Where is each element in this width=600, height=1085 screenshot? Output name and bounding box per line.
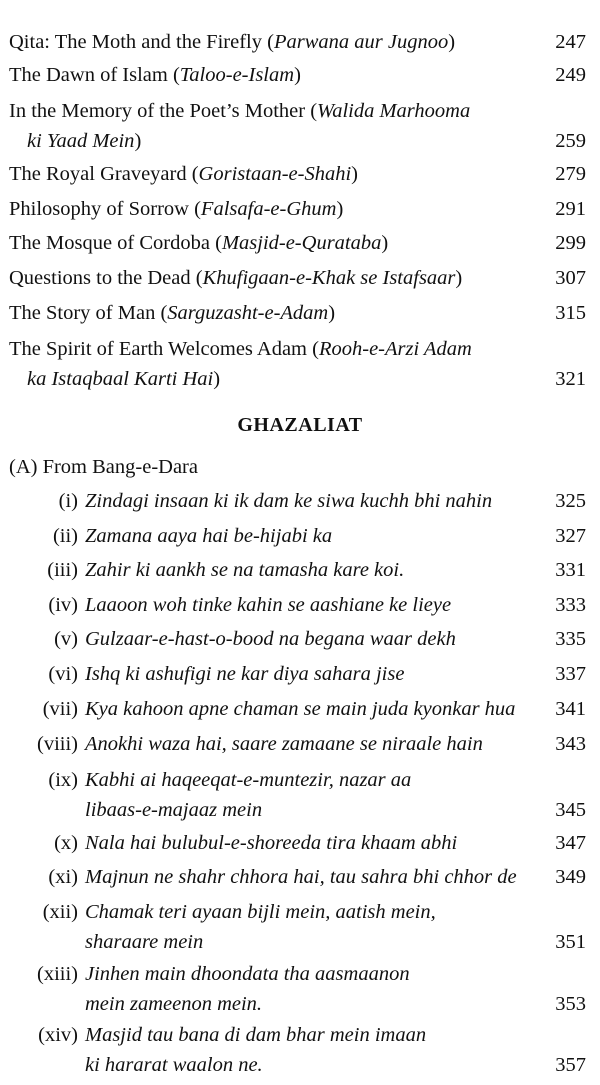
ghazal-page-number: 335 xyxy=(555,628,586,650)
entry-title: In the Memory of the Poet’s Mother (Walida Marhooma xyxy=(9,100,471,122)
entry-title: The Mosque of Cordoba (Masjid-e-Qurataba) xyxy=(9,232,389,254)
entry-title: Philosophy of Sorrow (Falsafa-e-Ghum) xyxy=(9,198,344,220)
entry-page-number: 259 xyxy=(555,130,586,152)
ghazal-number: (ii) xyxy=(52,525,78,547)
ghazal-page-number: 347 xyxy=(555,832,586,854)
ghazal-title: Majnun ne shahr chhora hai, tau sahra bhi chhor de xyxy=(85,866,517,888)
ghazal-page-number: 349 xyxy=(555,866,586,888)
ghazal-number: (xiv) xyxy=(38,1024,78,1046)
ghazal-page-number: 337 xyxy=(555,663,586,685)
ghazal-title-continuation: sharaare mein xyxy=(85,931,204,953)
ghazal-title: Chamak teri ayaan bijli mein, aatish mein, xyxy=(85,901,436,923)
ghazal-title: Zahir ki aankh se na tamasha kare koi. xyxy=(85,559,405,581)
ghazal-number: (iii) xyxy=(47,559,78,581)
ghazal-title: Kya kahoon apne chaman se main juda kyonkar hua xyxy=(85,698,516,720)
ghazal-page-number: 343 xyxy=(555,733,586,755)
ghazal-page-number: 327 xyxy=(555,525,586,547)
entry-title: Qita: The Moth and the Firefly (Parwana aur Jugnoo) xyxy=(9,31,456,53)
entry-page-number: 315 xyxy=(555,302,586,324)
ghazal-number: (v) xyxy=(54,628,78,650)
entry-title: The Spirit of Earth Welcomes Adam (Rooh-e-Arzi Adam xyxy=(9,338,472,360)
entry-page-number: 279 xyxy=(555,163,586,185)
ghazal-title: Nala hai bulubul-e-shoreeda tira khaam abhi xyxy=(85,832,458,854)
ghazal-title: Zindagi insaan ki ik dam ke siwa kuchh bhi nahin xyxy=(85,490,493,512)
entry-title: The Dawn of Islam (Taloo-e-Islam) xyxy=(9,64,301,86)
ghazal-page-number: 333 xyxy=(555,594,586,616)
sub-heading: (A) From Bang-e-Dara xyxy=(9,456,198,478)
ghazal-title: Jinhen main dhoondata tha aasmaanon xyxy=(85,963,410,985)
ghazal-page-number: 331 xyxy=(555,559,586,581)
ghazal-title: Ishq ki ashufigi ne kar diya sahara jise xyxy=(85,663,405,685)
ghazal-title: Gulzaar-e-hast-o-bood na begana waar dekh xyxy=(85,628,456,650)
ghazal-title-continuation: libaas-e-majaaz mein xyxy=(85,799,263,821)
ghazal-page-number: 345 xyxy=(555,799,586,821)
ghazal-number: (xiii) xyxy=(37,963,78,985)
ghazal-page-number: 357 xyxy=(555,1054,586,1076)
ghazal-page-number: 325 xyxy=(555,490,586,512)
entry-page-number: 299 xyxy=(555,232,586,254)
ghazal-title: Anokhi waza hai, saare zamaane se niraale hain xyxy=(85,733,483,755)
ghazal-title-continuation: ki hararat waalon ne. xyxy=(85,1054,263,1076)
entry-page-number: 249 xyxy=(555,64,586,86)
entry-page-number: 307 xyxy=(555,267,586,289)
ghazal-title: Masjid tau bana di dam bhar mein imaan xyxy=(85,1024,427,1046)
entry-page-number: 321 xyxy=(555,368,586,390)
ghazal-title: Laaoon woh tinke kahin se aashiane ke lieye xyxy=(85,594,452,616)
ghazal-number: (xi) xyxy=(48,866,78,888)
ghazal-page-number: 351 xyxy=(555,931,586,953)
ghazal-number: (xii) xyxy=(42,901,78,923)
section-heading: GHAZALIAT xyxy=(237,414,363,436)
ghazal-number: (vi) xyxy=(48,663,78,685)
ghazal-number: (viii) xyxy=(37,733,78,755)
entry-title: The Royal Graveyard (Goristaan-e-Shahi) xyxy=(9,163,358,185)
entry-page-number: 247 xyxy=(555,31,586,53)
ghazal-title: Zamana aaya hai be-hijabi ka xyxy=(85,525,333,547)
ghazal-page-number: 353 xyxy=(555,993,586,1015)
entry-title-continuation: ki Yaad Mein) xyxy=(27,130,142,152)
entry-title-continuation: ka Istaqbaal Karti Hai) xyxy=(27,368,221,390)
ghazal-number: (x) xyxy=(54,832,78,854)
ghazal-number: (ix) xyxy=(48,769,78,791)
ghazal-number: (vii) xyxy=(42,698,78,720)
entry-title: Questions to the Dead (Khufigaan-e-Khak se Istafsaar) xyxy=(9,267,463,289)
ghazal-number: (iv) xyxy=(48,594,78,616)
entry-page-number: 291 xyxy=(555,198,586,220)
entry-title: The Story of Man (Sarguzasht-e-Adam) xyxy=(9,302,336,324)
ghazal-title: Kabhi ai haqeeqat-e-muntezir, nazar aa xyxy=(85,769,412,791)
ghazal-number: (i) xyxy=(58,490,78,512)
ghazal-page-number: 341 xyxy=(555,698,586,720)
ghazal-title-continuation: mein zameenon mein. xyxy=(85,993,263,1015)
